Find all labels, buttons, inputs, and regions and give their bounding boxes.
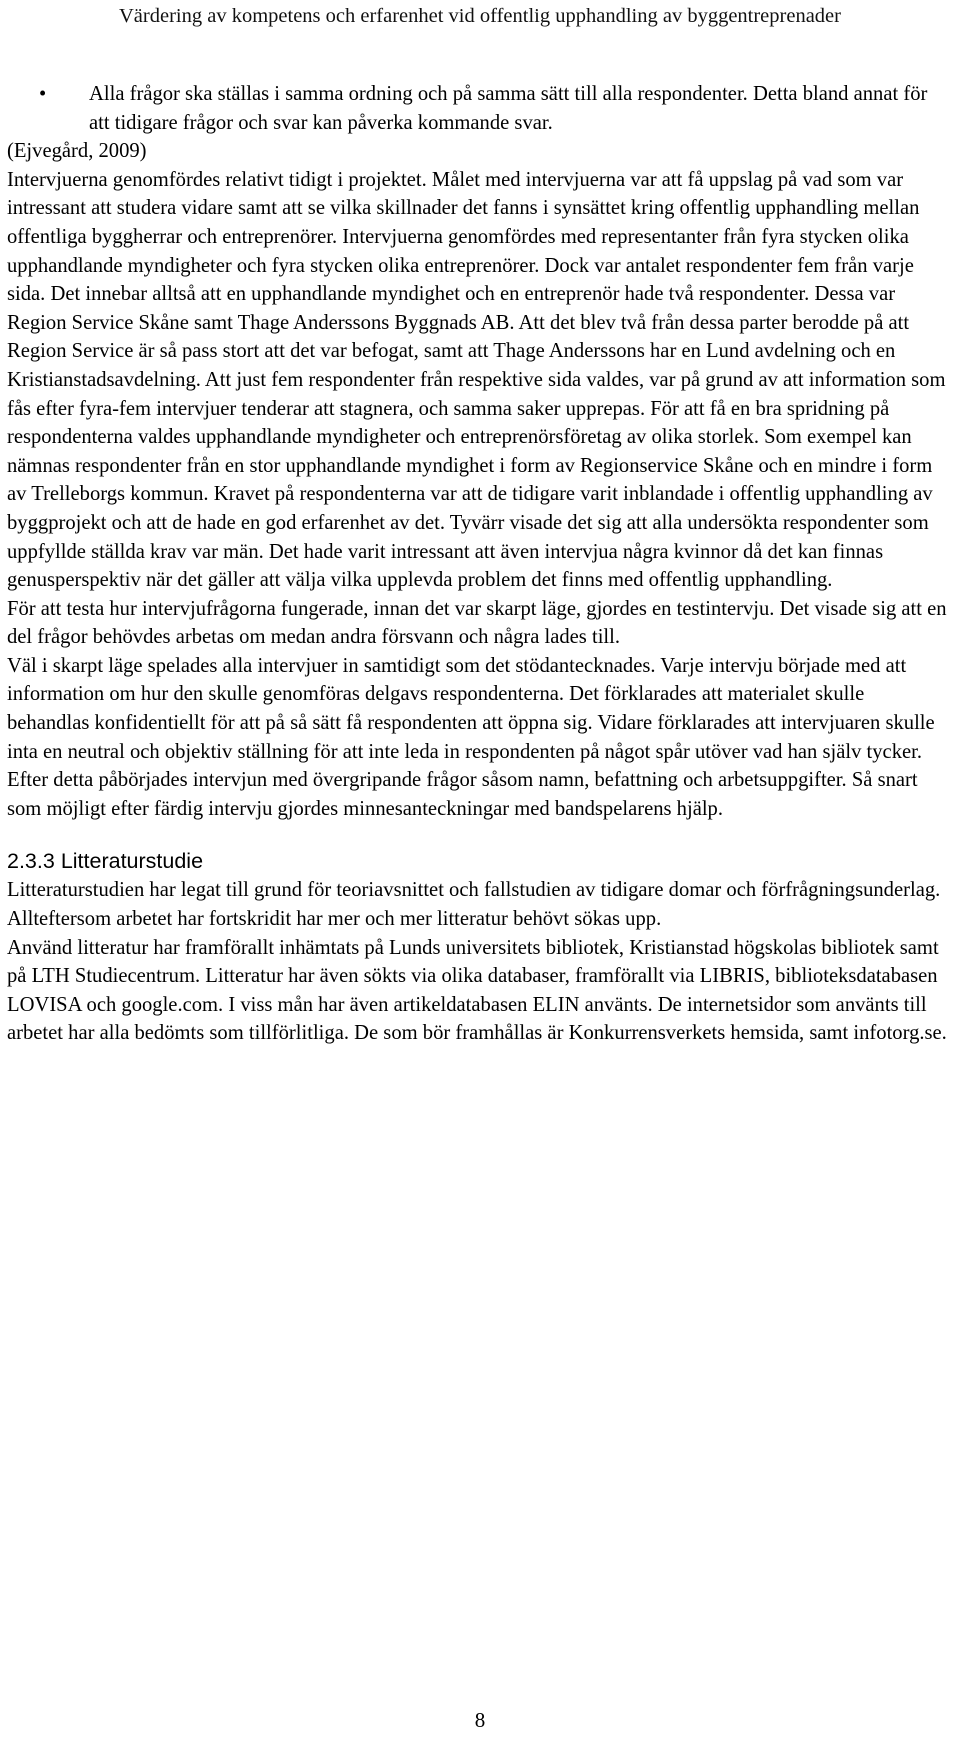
section-heading <box>7 846 947 876</box>
paragraph-literature-sources: Använd litteratur har framförallt inhämtats på Lunds universitets bibliotek, Kristianstad högskolas bibliotek samt på LTH Studiecentrum. Litteratur har även sökts via olika databaser, framförallt via LIBRIS, biblioteksdatabasen LOVISA och google.com. I viss mån har även artikeldatabasen ELIN använts. De internetsidor som använts till arbetet har alla bedömts som tillförlitliga. De som bör framhållas är Konkurrensverkets hemsida, samt infotorg.se. <box>7 936 947 1045</box>
paragraph-live-interviews: Väl i skarpt läge spelades alla intervjuer in samtidigt som det stödantecknades. Varje intervju började med att information om hur den skulle genomföras delgavs respondenterna. Det förklarades att materialet skulle behandlas konfidentiellt för att på så sätt få respondenten att öppna sig. Vidare förklarades att intervjuaren skulle inta en neutral och objektiv ställning för att inte leda in respondenten på något spår utöver vad han själv tycker. Efter detta påbörjades intervjun med övergripande frågor såsom namn, befattning och arbetsuppgifter. Så snart som möjligt efter färdig intervju gjordes minnesanteckningar med bandspelarens hjälp. <box>7 654 935 820</box>
citation: (Ejvegård, 2009) <box>7 140 147 163</box>
page-number: 8 <box>474 1708 486 1732</box>
paragraph-test-interview: För att testa hur intervjufrågorna fungerade, innan det var skarpt läge, gjordes en testintervju. Det visade sig att en del frågor behövdes arbetas om medan andra försvann och några lades till. <box>7 597 947 649</box>
section-number: 2.3.3 <box>7 849 55 874</box>
section-title: Litteraturstudie <box>60 849 204 874</box>
paragraph-literature-basis: Litteraturstudien har legat till grund för teoriavsnittet och fallstudien av tidigare domar och förfrågningsunderlag. Allteftersom arbetet har fortskridit har mer och mer litteratur behövt sökas upp. <box>7 879 941 931</box>
page-body <box>7 80 947 1048</box>
bullet-list <box>7 80 947 137</box>
list-item <box>7 80 947 137</box>
paragraph-interviews: Intervjuerna genomfördes relativt tidigt i projektet. Målet med intervjuerna var att få uppslag på vad som var intressant att studera vidare samt att se vilka skillnader det fanns i synsättet kring offentlig upphandling mellan offentliga byggherrar och entreprenörer. Intervjuerna genomfördes med representanter från fyra stycken olika upphandlande myndigheter och fyra stycken olika entreprenörer. Dock var antalet respondenter fem från varje sida. Det innebar alltså att en upphandlande myndighet och en entreprenör hade två respondenter. Dessa var Region Service Skåne samt Thage Anderssons Byggnads AB. Att det blev två från dessa parter berodde på att Region Service är så pass stort att det var befogat, samt att Thage Anderssons har en Lund avdelning och en Kristianstadsavdelning. Att just fem respondenter från respektive sida valdes, var på grund av att information som fås efter fyra-fem intervjuer tenderar att stagnera, och samma saker upprepas. För att få en bra spridning på respondenterna valdes upphandlande myndigheter och entreprenörsföretag av olika storlek. Som exempel kan nämnas respondenter från en stor upphandlande myndighet i form av Regionservice Skåne och en mindre i form av Trelleborgs kommun. Kravet på respondenterna var att de tidigare varit inblandade i offentlig upphandling av byggprojekt och att de hade en god erfarenhet av det. Tyvärr visade det sig att alla undersökta respondenter som uppfyllde ställda krav var män. Det hade varit intressant att även intervjua några kvinnor då det kan finnas genusperspektiv när det gäller att välja vilka upplevda problem det finns med offentlig upphandling. <box>7 168 946 592</box>
bullet-text: Alla frågor ska ställas i samma ordning och på samma sätt till alla respondenter. Detta bland annat för att tidigare frågor och svar kan påverka kommande svar. <box>89 83 928 134</box>
running-header: Värdering av kompetens och erfarenhet vid offentlig upphandling av byggentreprenader <box>119 5 841 27</box>
bullet-icon: • <box>39 83 47 105</box>
